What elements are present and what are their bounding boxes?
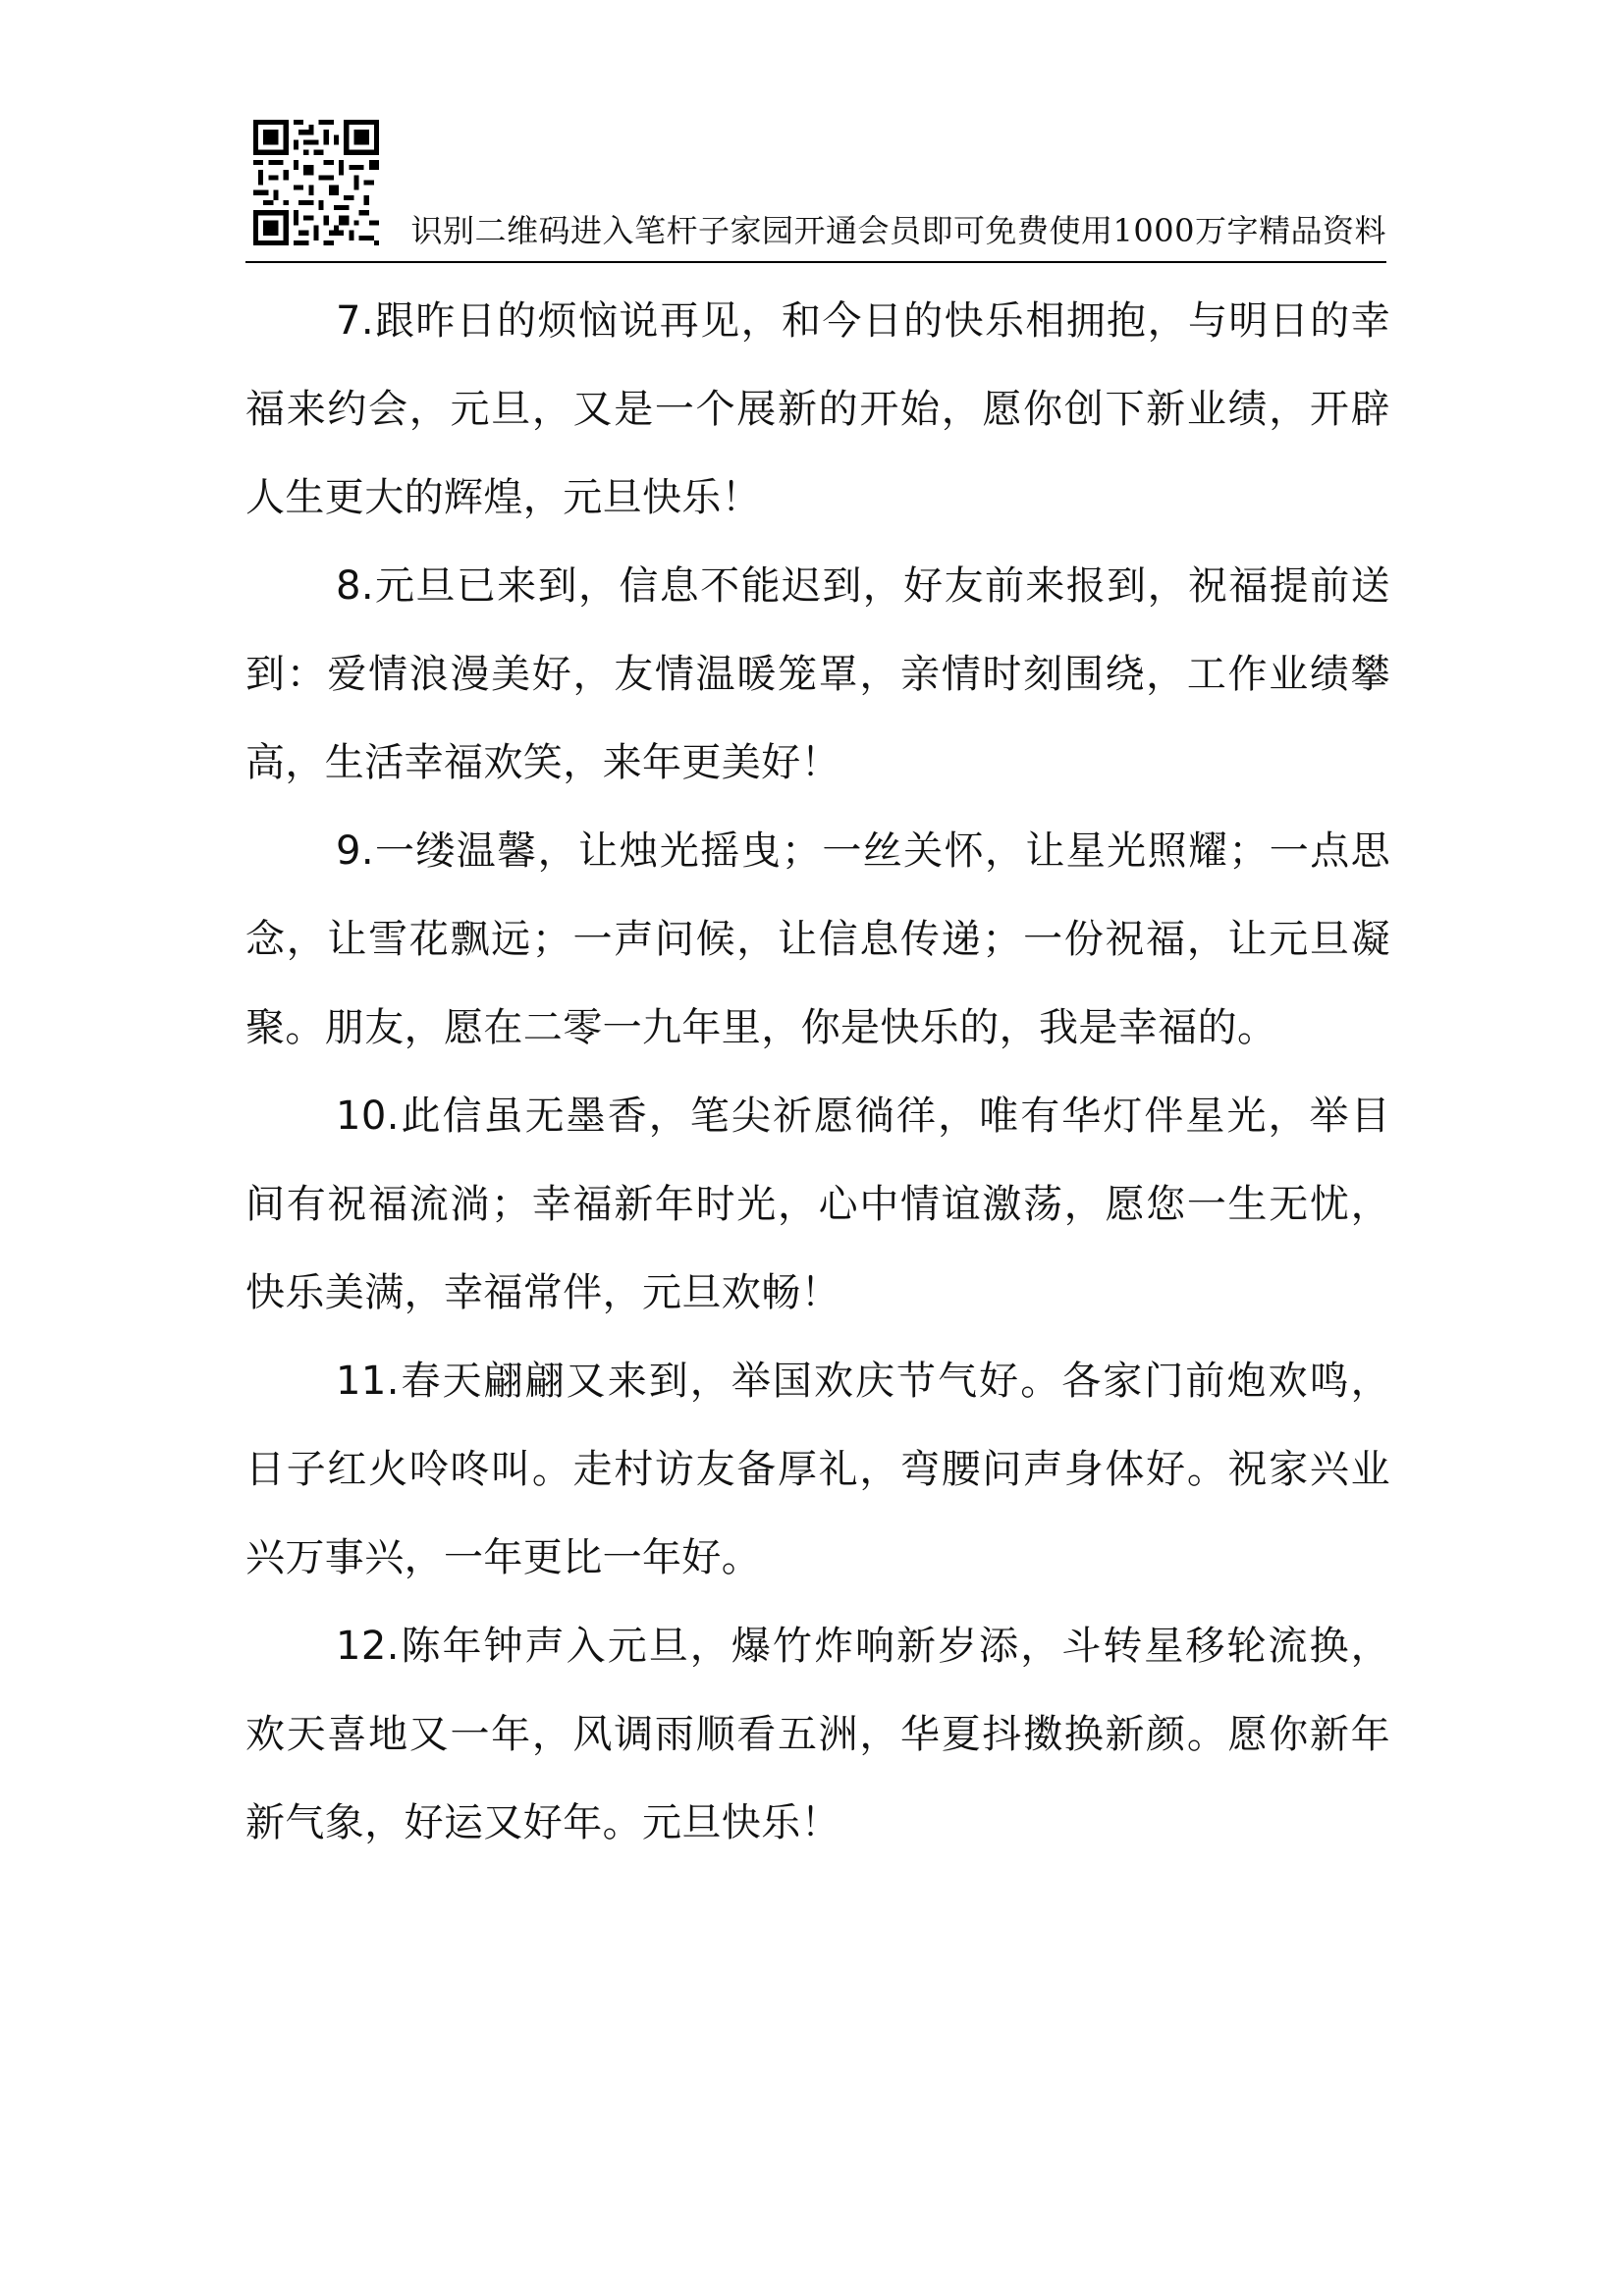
paragraph-8: 8.元旦已来到，信息不能迟到，好友前来报到，祝福提前送到：爱情浪漫美好，友情温暖笼罩，亲情时刻围绕，工作业绩攀高，生活幸福欢笑，来年更美好！ [245,563,1390,785]
paragraph-11: 11.春天翩翩又来到，举国欢庆节气好。各家门前炮欢鸣，日子红火呤咚叫。走村访友备厚礼，弯腰问声身体好。祝家兴业兴万事兴，一年更比一年好。 [245,1359,1390,1580]
header-divider [245,261,1386,263]
paragraph-10: 10.此信虽无墨香，笔尖祈愿徜徉，唯有华灯伴星光，举目间有祝福流淌；幸福新年时光，心中情谊激荡，愿您一生无忧，快乐美满，幸福常伴，元旦欢畅！ [245,1094,1390,1315]
paragraph-7: 7.跟昨日的烦恼说再见，和今日的快乐相拥抱，与明日的幸福来约会，元旦，又是一个展新的开始，愿你创下新业绩，开辟人生更大的辉煌，元旦快乐！ [245,298,1390,520]
page-header [245,116,1386,263]
qr-code-icon[interactable] [253,120,379,245]
header-notice: 识别二维码进入笔杆子家园开通会员即可免费使用1000万字精品资料 [410,212,1386,249]
document-body [245,277,1390,1867]
paragraph-9: 9.一缕温馨，让烛光摇曳；一丝关怀，让星光照耀；一点思念，让雪花飘远；一声问候，让信息传递；一份祝福，让元旦凝聚。朋友，愿在二零一九年里，你是快乐的，我是幸福的。 [245,828,1390,1050]
paragraph-12: 12.陈年钟声入元旦，爆竹炸响新岁添，斗转星移轮流换，欢天喜地又一年，风调雨顺看五洲，华夏抖擞换新颜。愿你新年新气象，好运又好年。元旦快乐！ [245,1624,1390,1845]
